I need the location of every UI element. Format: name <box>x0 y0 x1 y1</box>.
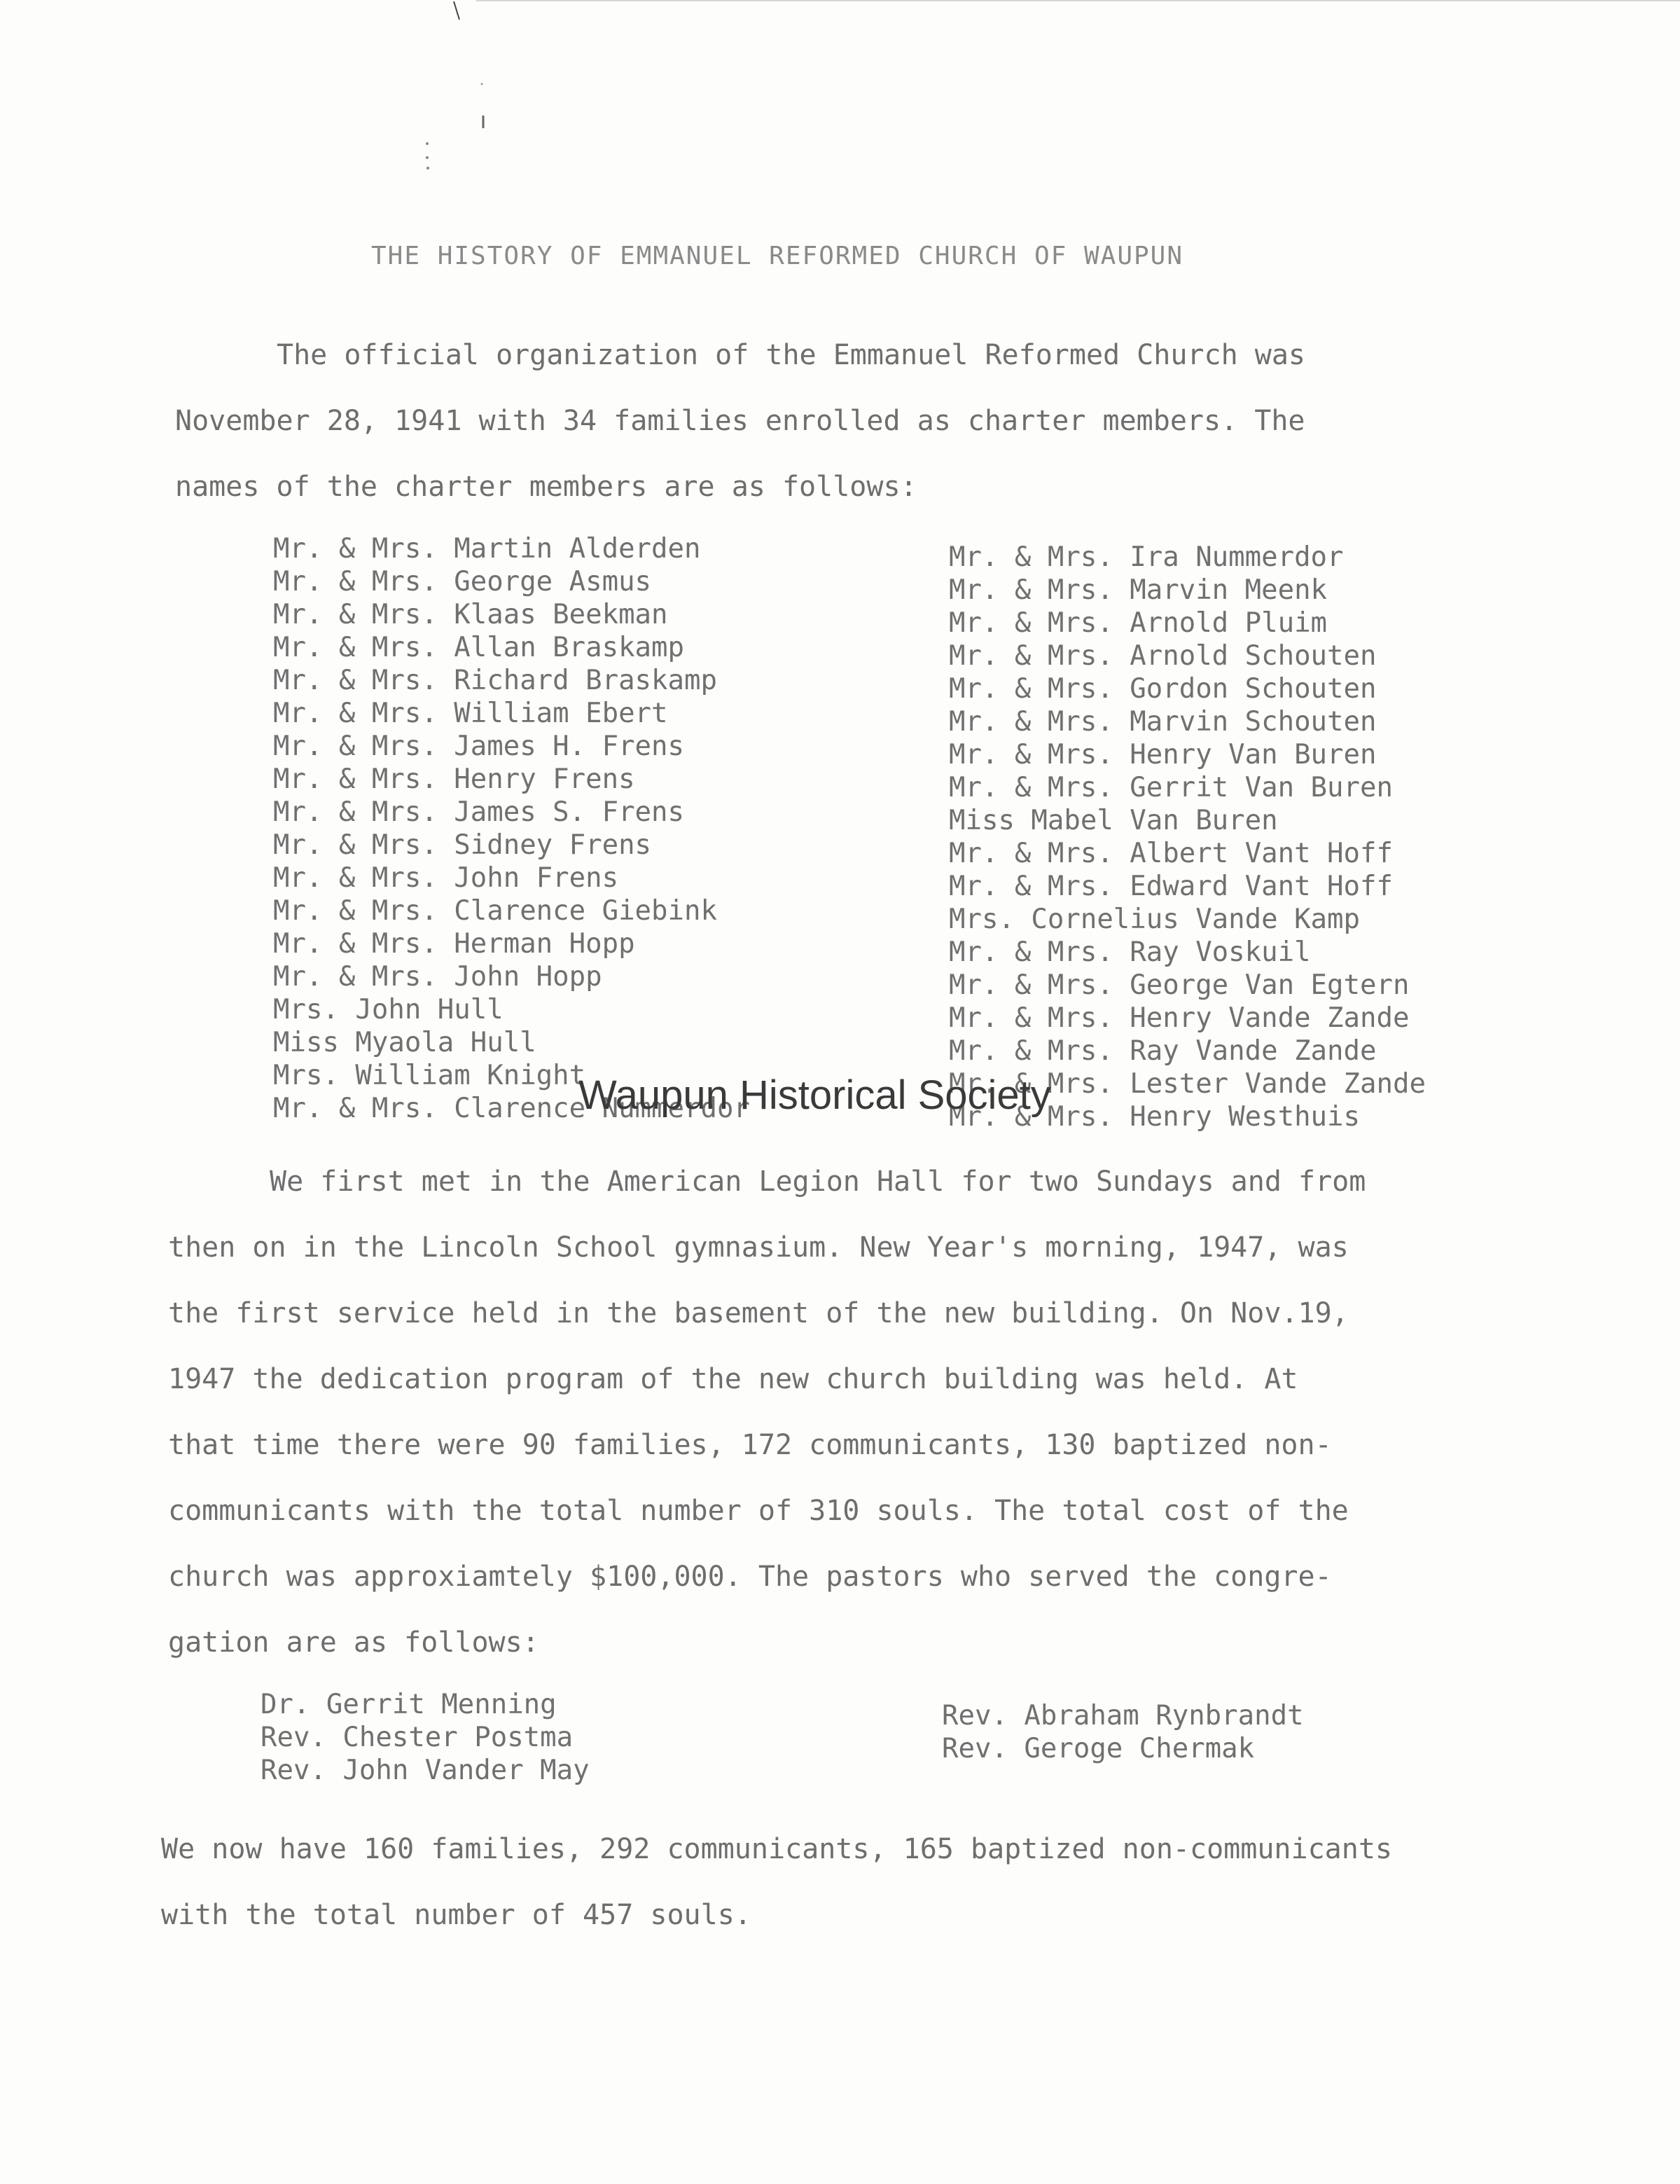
history-paragraph <box>168 1149 1366 1675</box>
document-title: THE HISTORY OF EMMANUEL REFORMED CHURCH OF WAUPUN <box>371 242 1184 270</box>
member-entry: Mr. & Mrs. Martin Alderden <box>273 533 701 565</box>
charter-members-left-column <box>273 532 750 1125</box>
member-entry: Miss Myaola Hull <box>273 1027 536 1058</box>
history-line: church was approxiamtely $100,000. The pastors who served the congre- <box>168 1561 1332 1593</box>
pastor-entry: Dr. Gerrit Menning <box>261 1689 557 1720</box>
member-entry: Mr. & Mrs. Herman Hopp <box>273 928 635 960</box>
member-entry: Mr. & Mrs. Henry Van Buren <box>949 739 1377 770</box>
member-entry: Mr. & Mrs. Ray Vande Zande <box>949 1035 1377 1067</box>
member-entry: Mr. & Mrs. Edward Vant Hoff <box>949 871 1393 902</box>
member-entry: Mr. & Mrs. George Van Egtern <box>949 969 1410 1001</box>
history-line: gation are as follows: <box>168 1626 539 1659</box>
member-entry: Mr. & Mrs. Allan Braskamp <box>273 632 684 663</box>
member-entry: Mr. & Mrs. George Asmus <box>273 566 652 597</box>
member-entry: Mr. & Mrs. James H. Frens <box>273 731 684 762</box>
history-line: 1947 the dedication program of the new church building was held. At <box>168 1363 1298 1395</box>
closing-line: We now have 160 families, 292 communicants, 165 baptized non-communicants <box>161 1833 1392 1865</box>
pastor-entry: Rev. John Vander May <box>261 1755 590 1786</box>
intro-line: November 28, 1941 with 34 families enrolled as charter members. The <box>175 405 1305 437</box>
member-entry: Mr. & Mrs. Richard Braskamp <box>273 665 717 696</box>
member-entry: Miss Mabel Van Buren <box>949 805 1278 836</box>
member-entry: Mrs. William Knight <box>273 1060 586 1091</box>
pastor-entry: Rev. Abraham Rynbrandt <box>942 1700 1304 1732</box>
member-entry: Mr. & Mrs. Henry Westhuis <box>949 1101 1360 1133</box>
member-entry: Mr. & Mrs. Henry Frens <box>273 763 635 795</box>
closing-paragraph <box>161 1816 1392 1948</box>
history-line: communicants with the total number of 310 souls. The total cost of the <box>168 1495 1349 1527</box>
member-entry: Mr. & Mrs. Clarence Giebink <box>273 895 717 927</box>
member-entry: Mr. & Mrs. Ray Voskuil <box>949 937 1311 968</box>
pastors-left-column <box>261 1688 590 1787</box>
member-entry: Mr. & Mrs. Ira Nummerdor <box>949 541 1344 573</box>
member-entry: Mr. & Mrs. Gordon Schouten <box>949 673 1377 705</box>
member-entry: Mr. & Mrs. Marvin Schouten <box>949 706 1377 738</box>
member-entry: Mr. & Mrs. James S. Frens <box>273 796 684 828</box>
history-line: the first service held in the basement of the new building. On Nov.19, <box>168 1297 1349 1329</box>
pastor-entry: Rev. Geroge Chermak <box>942 1733 1255 1764</box>
member-entry: Mr. & Mrs. Lester Vande Zande <box>949 1068 1426 1100</box>
history-line: then on in the Lincoln School gymnasium. New Year's morning, 1947, was <box>168 1231 1349 1264</box>
charter-members-right-column <box>949 541 1426 1133</box>
member-entry: Mr. & Mrs. Arnold Pluim <box>949 607 1328 639</box>
member-entry: Mrs. John Hull <box>273 994 504 1025</box>
watermark-text: Waupun Historical Society <box>578 1072 1051 1118</box>
member-entry: Mr. & Mrs. Sidney Frens <box>273 829 652 861</box>
intro-paragraph <box>175 322 1305 520</box>
paper-specks <box>406 0 504 175</box>
page-top-edge <box>476 0 1680 1</box>
intro-line: The official organization of the Emmanuel Reformed Church was <box>277 339 1306 371</box>
closing-line: with the total number of 457 souls. <box>161 1899 751 1931</box>
history-line: We first met in the American Legion Hall for two Sundays and from <box>270 1166 1366 1198</box>
member-entry: Mr. & Mrs. John Frens <box>273 862 619 894</box>
member-entry: Mr. & Mrs. Clarence Nummerdor <box>273 1093 750 1124</box>
intro-line: names of the charter members are as follows: <box>175 471 917 503</box>
member-entry: Mr. & Mrs. John Hopp <box>273 961 602 993</box>
history-line: that time there were 90 families, 172 communicants, 130 baptized non- <box>168 1429 1332 1461</box>
member-entry: Mrs. Cornelius Vande Kamp <box>949 904 1360 935</box>
member-entry: Mr. & Mrs. Arnold Schouten <box>949 640 1377 672</box>
pastors-right-column <box>942 1699 1304 1765</box>
member-entry: Mr. & Mrs. William Ebert <box>273 698 668 729</box>
member-entry: Mr. & Mrs. Henry Vande Zande <box>949 1002 1410 1034</box>
pastor-entry: Rev. Chester Postma <box>261 1722 574 1753</box>
member-entry: Mr. & Mrs. Marvin Meenk <box>949 574 1328 606</box>
member-entry: Mr. & Mrs. Klaas Beekman <box>273 599 668 630</box>
member-entry: Mr. & Mrs. Albert Vant Hoff <box>949 838 1393 869</box>
member-entry: Mr. & Mrs. Gerrit Van Buren <box>949 772 1393 803</box>
